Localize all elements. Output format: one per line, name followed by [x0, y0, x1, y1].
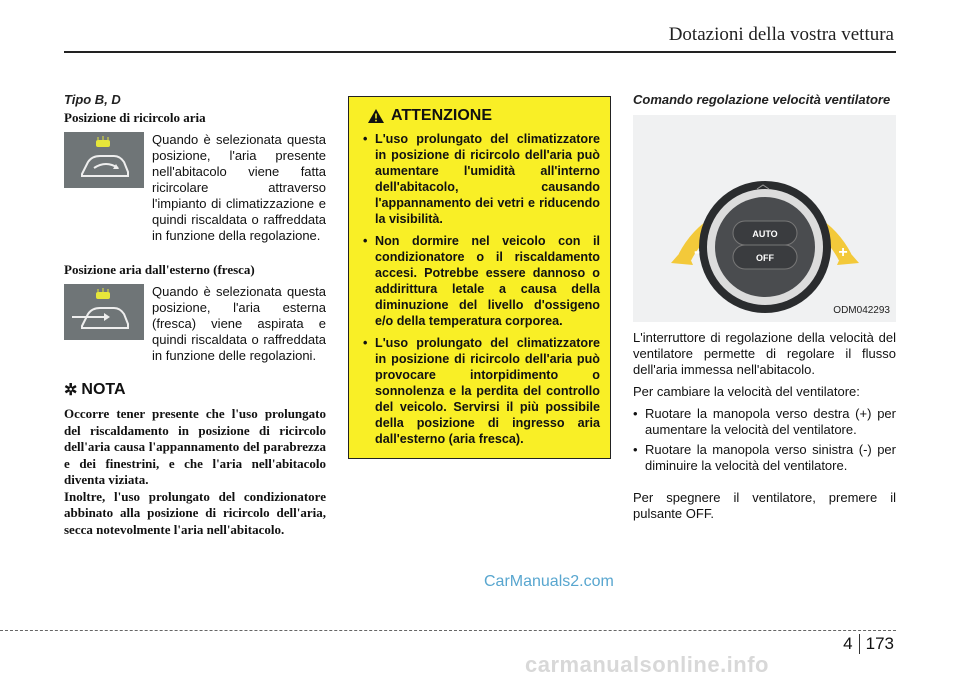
- page-number: [843, 634, 894, 654]
- warning-item: • Non dormire nel veicolo con il condizionatore o il riscaldamento accesi. Potrebbe essere dannoso o addirittura letale a causa della diminuzione del livello d'ossigeno e/o della temperatura corporea.: [363, 233, 600, 329]
- auto-button-label: AUTO: [752, 229, 778, 239]
- warning-item: • L'uso prolungato del climatizzatore in posizione di ricircolo dell'aria può aumentare l'umidità all'interno dell'abitacolo, causando l'appannamento dei vetri e riducendo la visibilità.: [363, 131, 600, 227]
- fan-bullet-item: • Ruotare la manopola verso destra (+) per aumentare la velocità del ventilatore.: [633, 406, 896, 438]
- nota-star-icon: ✲: [64, 382, 78, 399]
- nota-heading: [64, 380, 326, 400]
- recirculation-icon: [64, 132, 144, 188]
- fan-bullet-item: • Ruotare la manopola verso sinistra (-) per diminuire la velocità del ventilatore.: [633, 442, 896, 474]
- header-rule: [64, 51, 896, 53]
- minus-label: -: [694, 241, 700, 261]
- fan-knob-illustration: [633, 115, 896, 322]
- warning-title: ATTENZIONE: [391, 107, 493, 124]
- type-heading: Tipo B, D: [64, 92, 121, 107]
- page-header-title: Dotazioni della vostra vettura: [668, 24, 894, 45]
- off-button-label: OFF: [756, 253, 774, 263]
- footer-rule: [0, 630, 896, 631]
- recirc-title: Posizione di ricircolo aria: [64, 110, 206, 125]
- page-number-value: 173: [865, 634, 894, 653]
- chapter-number: 4: [843, 634, 859, 654]
- warning-triangle-icon: [367, 108, 385, 124]
- column-ventilatore: [633, 92, 896, 522]
- recirc-description: Quando è selezionata questa posizione, l'aria presente nell'abitacolo viene fatta ricircolare attraverso l'impianto di climatizzazione e quindi riscaldata o raffreddata in funzione della regolazione.: [152, 132, 326, 243]
- plus-label: +: [838, 244, 848, 261]
- recirculation-button-image: [64, 132, 144, 188]
- photo-caption: ODM042293: [833, 305, 890, 316]
- fresh-title: Posizione aria dall'esterno (fresca): [64, 262, 255, 277]
- fresh-air-button-image: [64, 284, 144, 340]
- fan-off-text: Per spegnere il ventilatore, premere il pulsante OFF.: [633, 490, 896, 521]
- column-ricircolo: [64, 92, 326, 538]
- recirc-feature: [64, 132, 326, 244]
- fresh-air-icon: [64, 284, 144, 340]
- warning-item: • L'uso prolungato del climatizzatore in posizione di ricircolo dell'aria può provocare intorpidimento o sonnolenza e la perdita del controllo del veicolo. Servirsi il più possibile della posizione di ingresso aria dall'esterno (aria fresca).: [363, 335, 600, 447]
- fresh-feature: [64, 284, 326, 364]
- warning-heading: [367, 107, 600, 125]
- fan-intro: L'interruttore di regolazione della velocità del ventilatore permette di regolare il flusso dell'aria immessa nell'abitacolo.: [633, 330, 896, 377]
- fan-speed-heading: Comando regolazione velocità ventilatore: [633, 92, 891, 107]
- nota-body: [64, 406, 326, 538]
- nota-title: NOTA: [81, 381, 126, 398]
- warning-box: [348, 96, 611, 459]
- fresh-description: Quando è selezionata questa posizione, l'aria esterna (fresca) viene aspirata e quindi riscaldata o raffreddata in funzione delle regolazioni.: [152, 284, 326, 363]
- fan-knob-photo: [633, 115, 896, 322]
- fan-change-title: Per cambiare la velocità del ventilatore:: [633, 384, 860, 399]
- site-watermark: carmanualsonline.info: [525, 652, 769, 676]
- nota-paragraph-2: Inoltre, l'uso prolungato del condizionatore abbinato alla posizione di ricircolo dell'aria, secca notevolmente l'aria nell'abitacolo.: [64, 488, 326, 537]
- nota-paragraph-1: Occorre tener presente che l'uso prolungato del riscaldamento in posizione di ricircolo dell'aria causa l'appannamento del parabrezza e dei finestrini, e che l'aria nell'abitacolo diventa viziata.: [64, 406, 326, 487]
- carmanuals-watermark: CarManuals2.com: [484, 573, 614, 590]
- fan-bullets: [633, 406, 896, 474]
- warning-list: [363, 131, 600, 447]
